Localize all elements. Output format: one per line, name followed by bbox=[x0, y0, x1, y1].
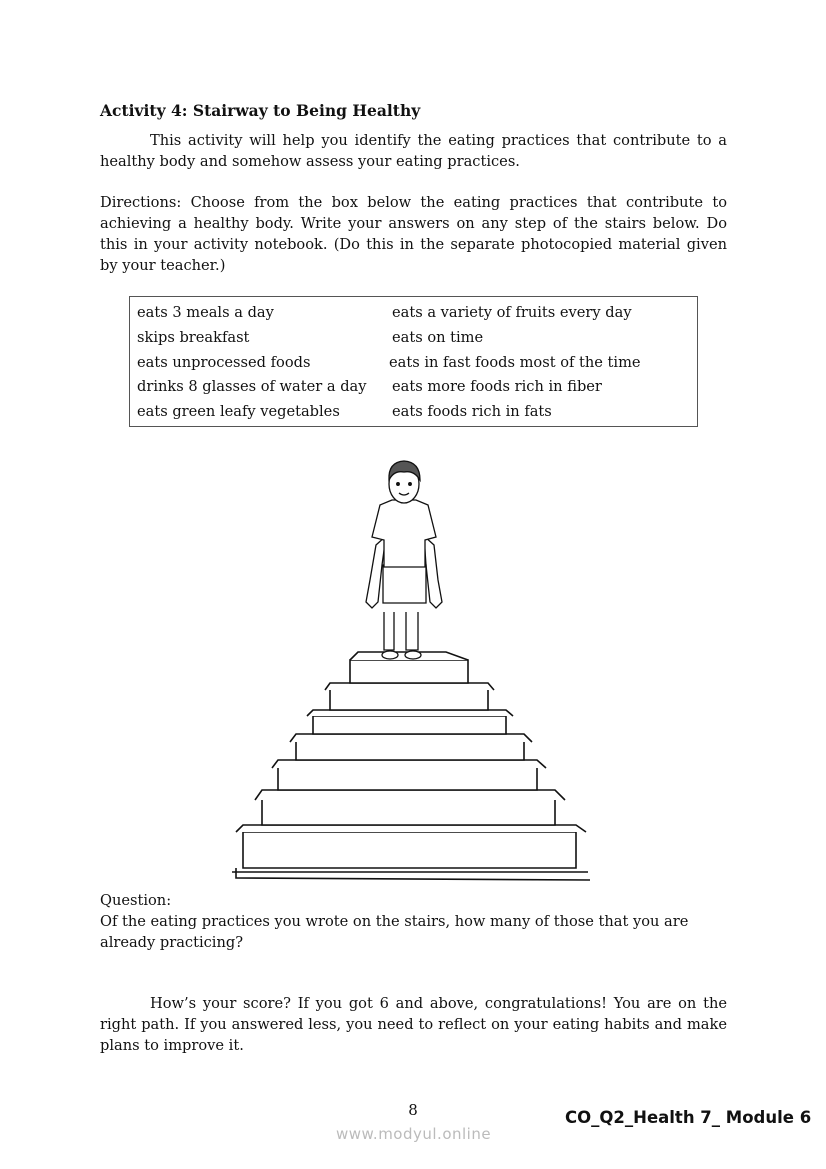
activity-title: Activity 4: Stairway to Being Healthy bbox=[100, 101, 421, 120]
boy-figure bbox=[366, 461, 442, 659]
choice-item: eats on time bbox=[392, 328, 484, 346]
choices-box bbox=[129, 296, 698, 427]
choice-item: eats in fast foods most of the time bbox=[389, 353, 641, 371]
choice-item: eats unprocessed foods bbox=[137, 353, 311, 371]
choice-item: eats 3 meals a day bbox=[137, 304, 274, 321]
intro-paragraph: This activity will help you identify the eating practices that contribute to a healthy body and somehow assess your eating practices. bbox=[100, 132, 727, 170]
choices-right-column bbox=[389, 301, 641, 425]
choices-left-column bbox=[137, 301, 367, 425]
choice-item: drinks 8 glasses of water a day bbox=[137, 378, 367, 396]
stairway-illustration bbox=[230, 455, 600, 885]
choice-item: skips breakfast bbox=[137, 328, 250, 346]
page-number: 8 bbox=[408, 1101, 418, 1119]
watermark: www.modyul.online bbox=[336, 1125, 492, 1143]
choice-item: eats foods rich in fats bbox=[392, 403, 552, 421]
choice-item: eats a variety of fruits every day bbox=[392, 304, 632, 321]
directions-paragraph: Directions: Choose from the box below the eating practices that contribute to achieving a healthy body. Write your answers on any step of the stairs below. Do this in your activity notebook. (Do this in the separate photocopied material given by your teacher.) bbox=[100, 194, 727, 274]
stairs bbox=[232, 652, 590, 880]
question-label: Question: bbox=[100, 892, 172, 909]
choice-item: eats more foods rich in fiber bbox=[392, 378, 602, 396]
question-text: Of the eating practices you wrote on the stairs, how many of those that you are already practicing? bbox=[100, 913, 689, 951]
module-code: CO_Q2_Health 7_ Module 6 bbox=[565, 1108, 812, 1127]
choice-item: eats green leafy vegetables bbox=[137, 403, 340, 421]
closing-paragraph: How’s your score? If you got 6 and above, congratulations! You are on the right path. If you answered less, you need to reflect on your eating habits and make plans to improve it. bbox=[100, 995, 727, 1054]
